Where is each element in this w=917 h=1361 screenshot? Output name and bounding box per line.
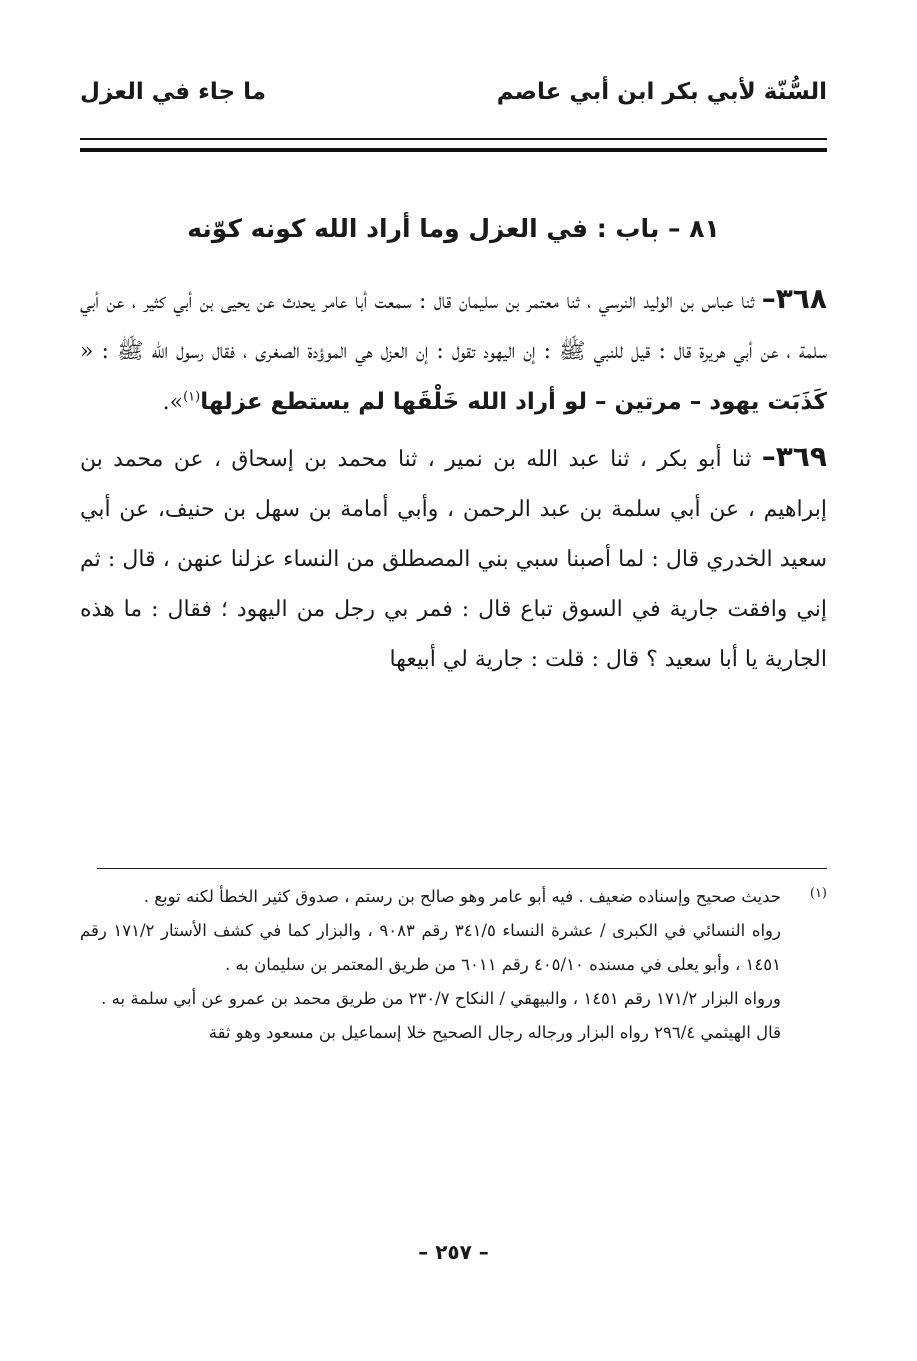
hadith-number: ٣٦٨– — [761, 282, 827, 315]
footnote-reference[interactable]: (١) — [183, 389, 201, 405]
book-title: السُّنّة لأبي بكر ابن أبي عاصم — [496, 79, 827, 105]
footnote-label: (١) — [809, 886, 827, 901]
header-rule-thick — [80, 148, 827, 152]
running-header — [80, 72, 827, 112]
main-text — [80, 274, 827, 685]
footnotes — [80, 880, 827, 1050]
hadith-text: ثنا أبو بكر ، ثنا عبد الله بن نمير ، ثنا محمد بن إسحاق ، عن محمد بن إبراهيم ، عن أبي سلمة بن عبد الرحمن ، وأبي أمامة بن سهل بن حنيف، عن أبي سعيد الخدري قال : لما أصبنا سبي بني المصطلق من النساء عزلنا عنهن ، قال : ثم إني وافقت جارية في السوق تباع قال : فمر بي رجل من اليهود ؛ فقال : ما هذه الجارية يا أبا سعيد ؟ قال : قلت : جارية لي أبيعها — [80, 447, 827, 672]
hadith-text: ثنا عباس بن الوليد النرسي ، ثنا معتمر بن سليمان قال : سمعت أبا عامر يحدث عن يحيى بن أبي كثير ، عن أبي سلمة ، عن أبي هريرة قال : قيل للنبي ﷺ : إن اليهود تقول : إن العزل هي الموؤدة الصغرى ، فقال رسول الله ﷺ : « — [80, 289, 827, 364]
footnote-paragraph: حديث صحيح وإسناده ضعيف . فيه أبو عامر وهو صالح بن رستم ، صدوق كثير الخطأ لكنه توبع . — [143, 887, 781, 906]
footnote-body — [80, 880, 781, 1050]
footnote-separator — [97, 868, 827, 869]
prophetic-saying: كَذَبَت يهود – مرتين – لو أراد الله خَلْقَها لم يستطع عزلها — [200, 389, 827, 415]
chapter-heading: ٨١ – باب : في العزل وما أراد الله كونه كوّنه — [187, 214, 720, 243]
footnote-1 — [80, 880, 827, 1050]
header-rule-thin — [80, 138, 827, 140]
hadith-text-end: ». — [162, 390, 184, 415]
hadith-368 — [80, 274, 827, 428]
footnote-paragraph: رواه النسائي في الكبرى / عشرة النساء ٣٤١/٥ رقم ٩٠٨٣ ، والبزار كما في كشف الأستار ١٧١/٢ رقم ١٤٥١ ، وأبو يعلى في مسنده ٤٠٥/١٠ رقم ٦٠١١ من طريق المعتمر بن سليمان به . — [80, 921, 781, 974]
footnote-paragraph: ورواه البزار ١٧١/٢ رقم ١٤٥١ ، والبيهقي / النكاح ٢٣٠/٧ من طريق محمد بن عمرو عن أبي سلمة به . — [101, 989, 781, 1008]
page-number: – ٢٥٧ – — [418, 1240, 489, 1264]
hadith-number: ٣٦٩– — [761, 440, 827, 473]
footnote-paragraph: قال الهيثمي ٢٩٦/٤ رواه البزار ورجاله رجال الصحيح خلا إسماعيل بن مسعود وهو ثقة — [208, 1023, 781, 1042]
section-title: ما جاء في العزل — [80, 79, 266, 105]
hadith-369 — [80, 432, 827, 685]
